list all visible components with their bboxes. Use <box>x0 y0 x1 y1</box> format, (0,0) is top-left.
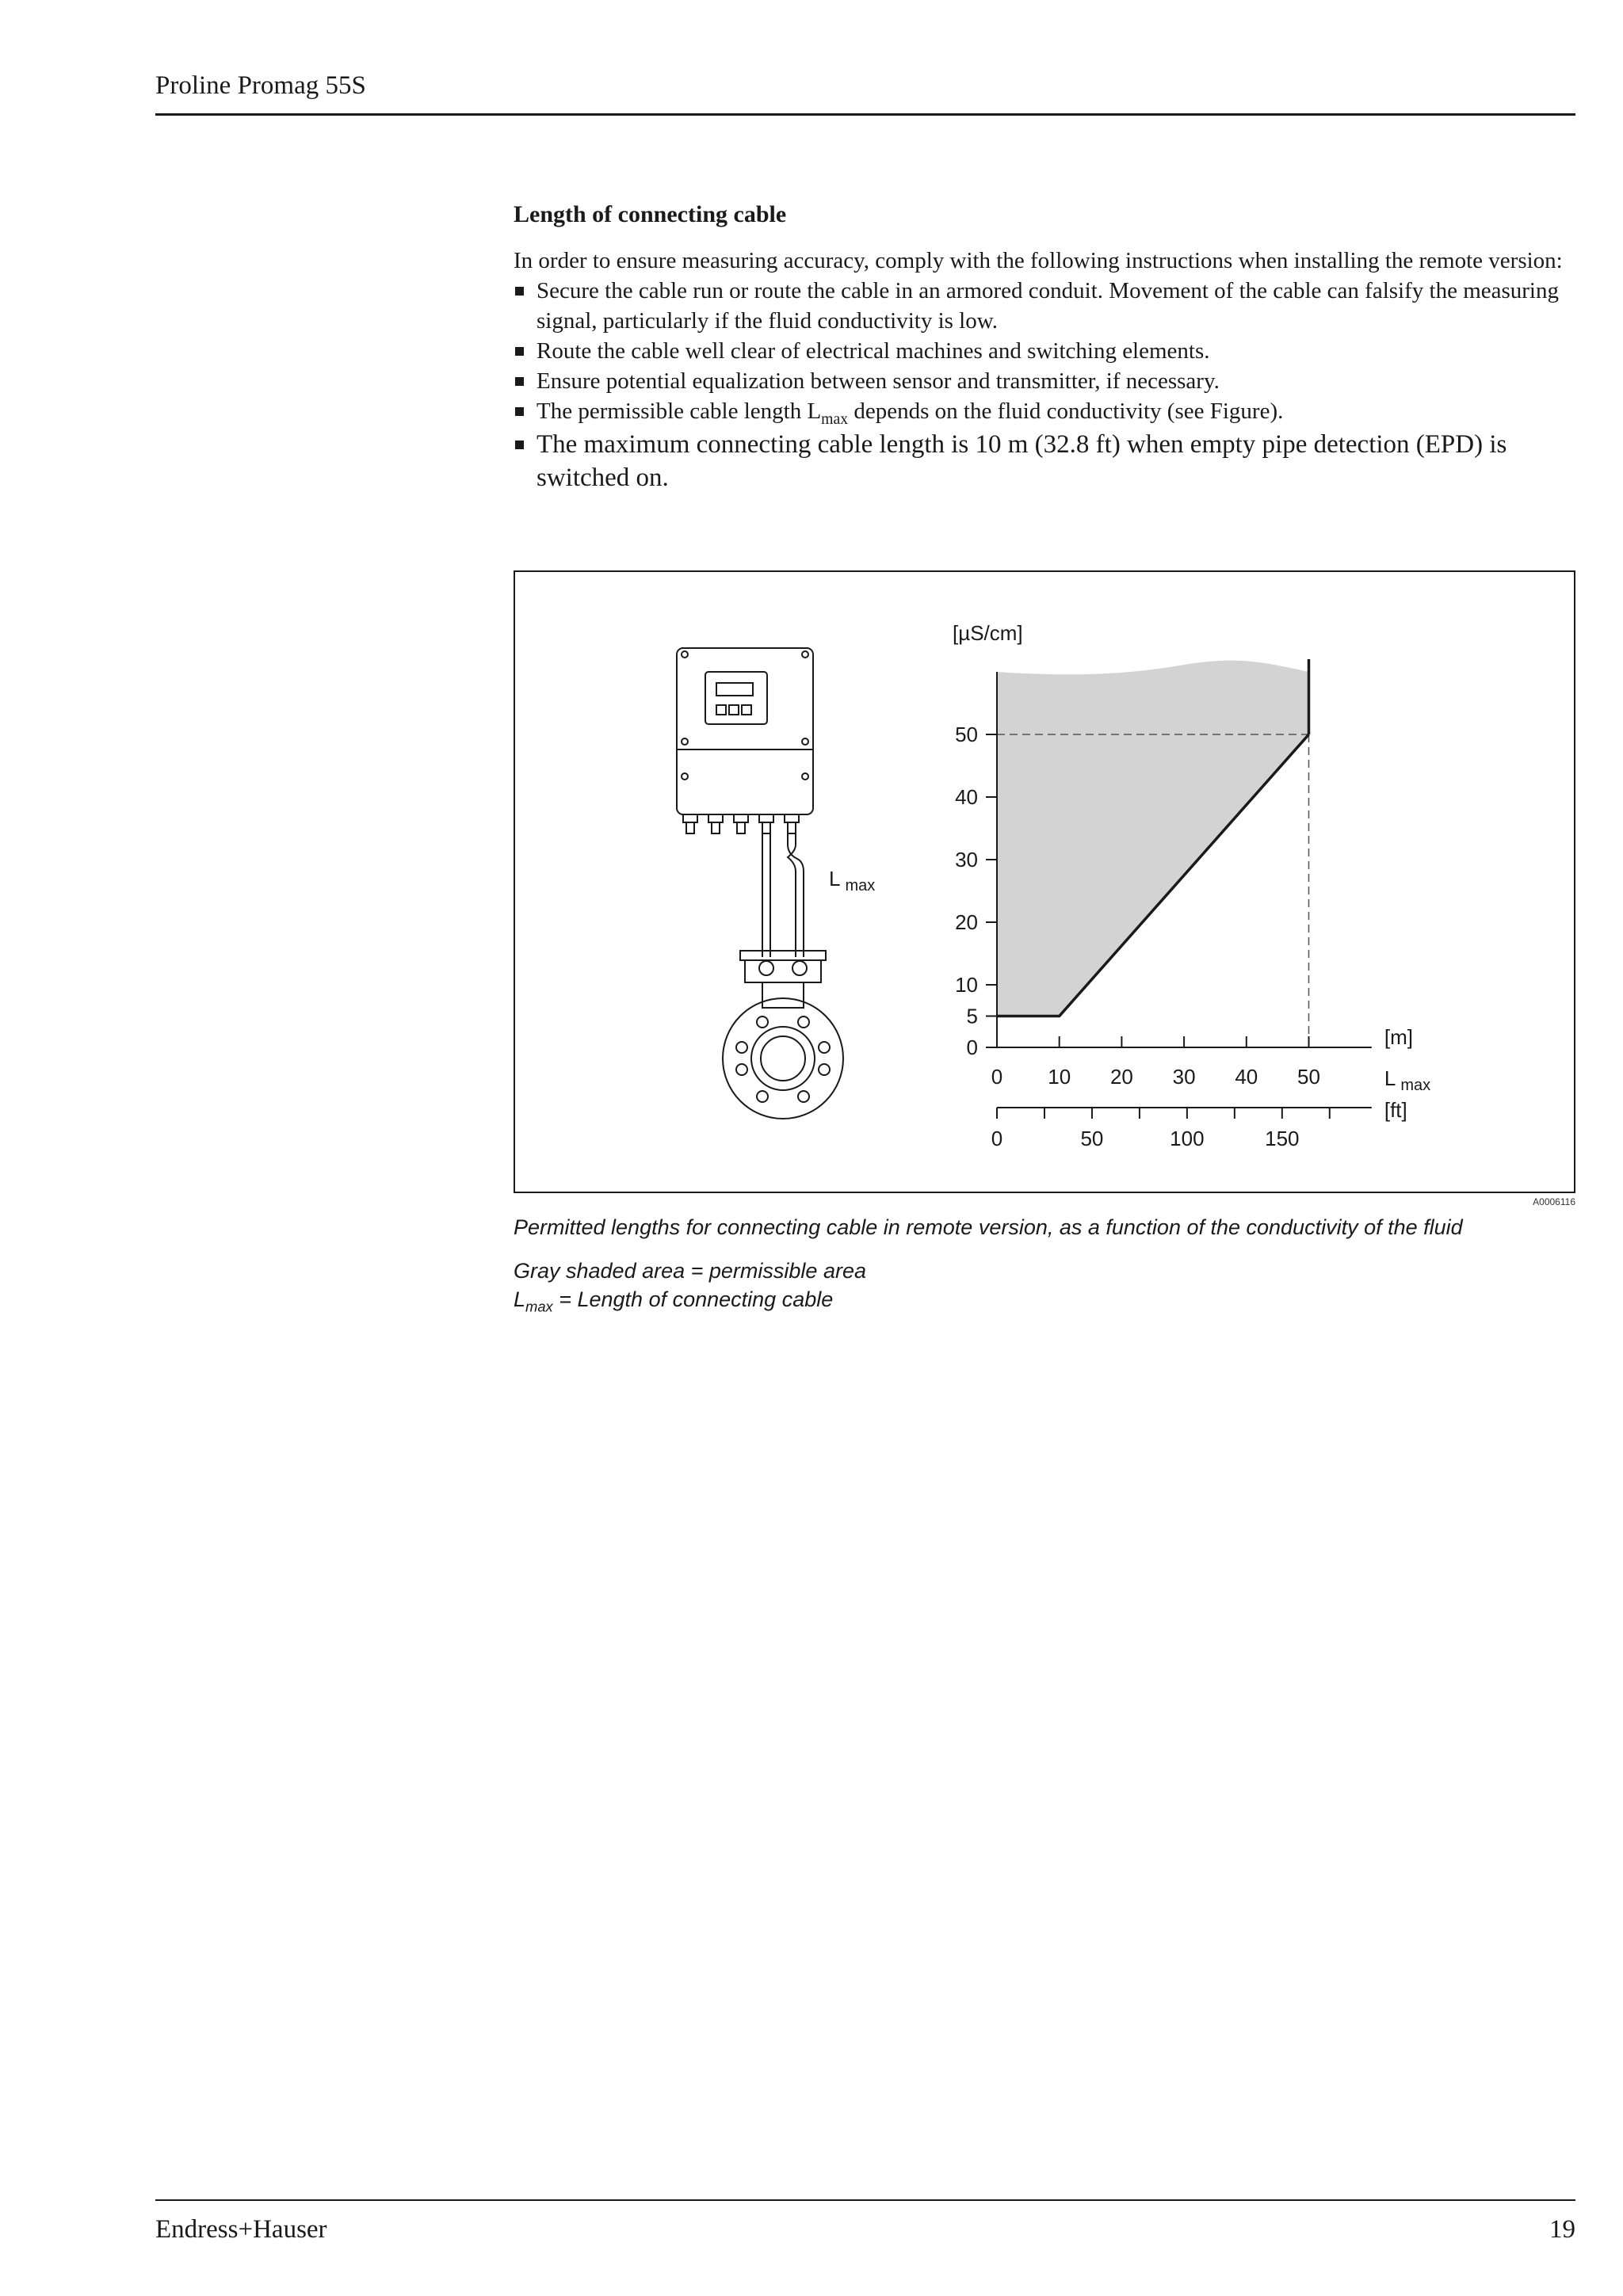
x-axis-label-sub: max <box>1400 1077 1431 1094</box>
bullet-square-icon <box>515 347 524 356</box>
legend-lmax-rest: = Length of connecting cable <box>552 1287 834 1311</box>
y-tick-label: 10 <box>955 973 978 997</box>
screw-icon <box>802 773 808 780</box>
figure-caption: Permitted lengths for connecting cable in remote version, as a function of the conductivity of the fluid <box>514 1215 1463 1239</box>
display-key-2 <box>729 705 739 715</box>
bullet-text: Secure the cable run or route the cable in an armored conduit. Movement of the cable can falsify the measuring signal, particularly if the fluid conductivity is low. <box>537 278 1559 334</box>
display-key-3 <box>742 705 751 715</box>
sensor-gland-icon <box>759 961 773 975</box>
figure-code: A0006116 <box>1533 1196 1575 1207</box>
bullet-text: Route the cable well clear of electrical machines and switching elements. <box>537 338 1210 364</box>
list-item <box>514 428 1575 494</box>
header-rule <box>155 113 1575 116</box>
y-tick-label: 0 <box>966 1035 978 1059</box>
x-axis-label-ft: [ft] <box>1384 1098 1407 1122</box>
footer-rule <box>155 2199 1575 2201</box>
bullet-square-icon <box>515 441 524 449</box>
screw-icon <box>682 773 688 780</box>
screw-icon <box>682 738 688 745</box>
legend-lmax-sub: max <box>525 1298 553 1315</box>
bolt-hole-icon <box>757 1016 768 1028</box>
transmitter-display <box>705 672 767 724</box>
page-header-title: Proline Promag 55S <box>155 71 366 100</box>
bolt-hole-icon <box>736 1064 747 1075</box>
x-tick-label: 20 <box>1109 1065 1133 1089</box>
list-item <box>514 366 1575 396</box>
figure-svg <box>515 572 1577 1195</box>
connecting-cable-1 <box>762 833 770 957</box>
x-axis-label-m: [m] <box>1384 1025 1413 1049</box>
conductivity-chart <box>953 621 1430 1150</box>
x-tick-label: 10 <box>1048 1065 1071 1089</box>
display-key-1 <box>716 705 726 715</box>
bolt-hole-icon <box>819 1064 830 1075</box>
x-tick-label: 0 <box>991 1065 1003 1089</box>
instruction-list <box>514 276 1575 494</box>
footer-brand: Endress+Hauser <box>155 2215 327 2244</box>
bullet-text-before: The permissible cable length L <box>537 399 822 424</box>
sensor-connection-housing <box>745 960 821 982</box>
bullet-square-icon <box>515 407 524 416</box>
bullet-text-sub: max <box>821 410 849 428</box>
device-lmax-label <box>829 867 875 894</box>
ft-tick-label: 50 <box>1080 1127 1104 1150</box>
ft-tick-label: 150 <box>1265 1127 1300 1150</box>
list-item <box>514 396 1575 426</box>
device-lmax-sub: max <box>845 877 876 894</box>
section-content <box>514 201 1575 494</box>
x-ticks-m <box>991 1036 1320 1089</box>
display-screen <box>716 683 753 696</box>
x-ticks-ft <box>991 1108 1330 1150</box>
y-tick-label: 20 <box>955 910 978 934</box>
sensor-bore-inner <box>761 1036 805 1081</box>
figure-frame <box>514 570 1575 1193</box>
cable-glands <box>683 814 799 833</box>
y-axis-label: [µS/cm] <box>953 621 1023 645</box>
legend-line-1: Gray shaded area = permissible area <box>514 1259 866 1283</box>
bolt-hole-icon <box>798 1016 809 1028</box>
y-tick-label: 40 <box>955 785 978 809</box>
x-axis-label-main: L <box>1384 1066 1396 1090</box>
device-lmax-main: L <box>829 867 841 891</box>
bullet-square-icon <box>515 287 524 296</box>
screw-icon <box>802 738 808 745</box>
bullet-text: Ensure potential equalization between sensor and transmitter, if necessary. <box>537 368 1220 394</box>
section-heading: Length of connecting cable <box>514 201 787 227</box>
y-tick-label: 50 <box>955 723 978 746</box>
list-item <box>514 336 1575 366</box>
x-tick-label: 30 <box>1172 1065 1196 1089</box>
sensor-terminal-box <box>740 951 826 960</box>
permissible-area <box>997 661 1309 1016</box>
sensor-gland-icon <box>792 961 807 975</box>
bolt-hole-icon <box>736 1042 747 1053</box>
transmitter-housing <box>677 648 813 814</box>
bolt-hole-icon <box>819 1042 830 1053</box>
intro-paragraph: In order to ensure measuring accuracy, comply with the following instructions when installing the remote version: <box>514 248 1563 273</box>
x-tick-label: 40 <box>1235 1065 1258 1089</box>
legend-lmax-main: L <box>514 1287 526 1311</box>
y-tick-label: 5 <box>966 1004 978 1028</box>
x-tick-label: 50 <box>1297 1065 1320 1089</box>
figure-legend <box>514 1257 866 1314</box>
sensor-flange <box>723 998 843 1119</box>
page-number: 19 <box>1549 2215 1575 2244</box>
screw-icon <box>802 651 808 658</box>
bullet-text: The maximum connecting cable length is 10 m (32.8 ft) when empty pipe detection (EPD) is switched on. <box>537 430 1507 492</box>
bullet-square-icon <box>515 377 524 386</box>
ft-tick-label: 100 <box>1170 1127 1205 1150</box>
y-ticks <box>955 723 997 1059</box>
list-item <box>514 276 1575 336</box>
connecting-cable-2 <box>788 833 804 957</box>
bolt-hole-icon <box>757 1091 768 1102</box>
y-tick-label: 30 <box>955 848 978 871</box>
device-illustration <box>677 648 843 1119</box>
bullet-text-after: depends on the fluid conductivity (see Figure). <box>848 399 1284 424</box>
sensor-neck <box>762 982 804 1008</box>
legend-line-2 <box>514 1285 866 1314</box>
x-axis-label-lmax <box>1384 1066 1430 1094</box>
screw-icon <box>682 651 688 658</box>
ft-tick-label: 0 <box>991 1127 1003 1150</box>
bolt-hole-icon <box>798 1091 809 1102</box>
